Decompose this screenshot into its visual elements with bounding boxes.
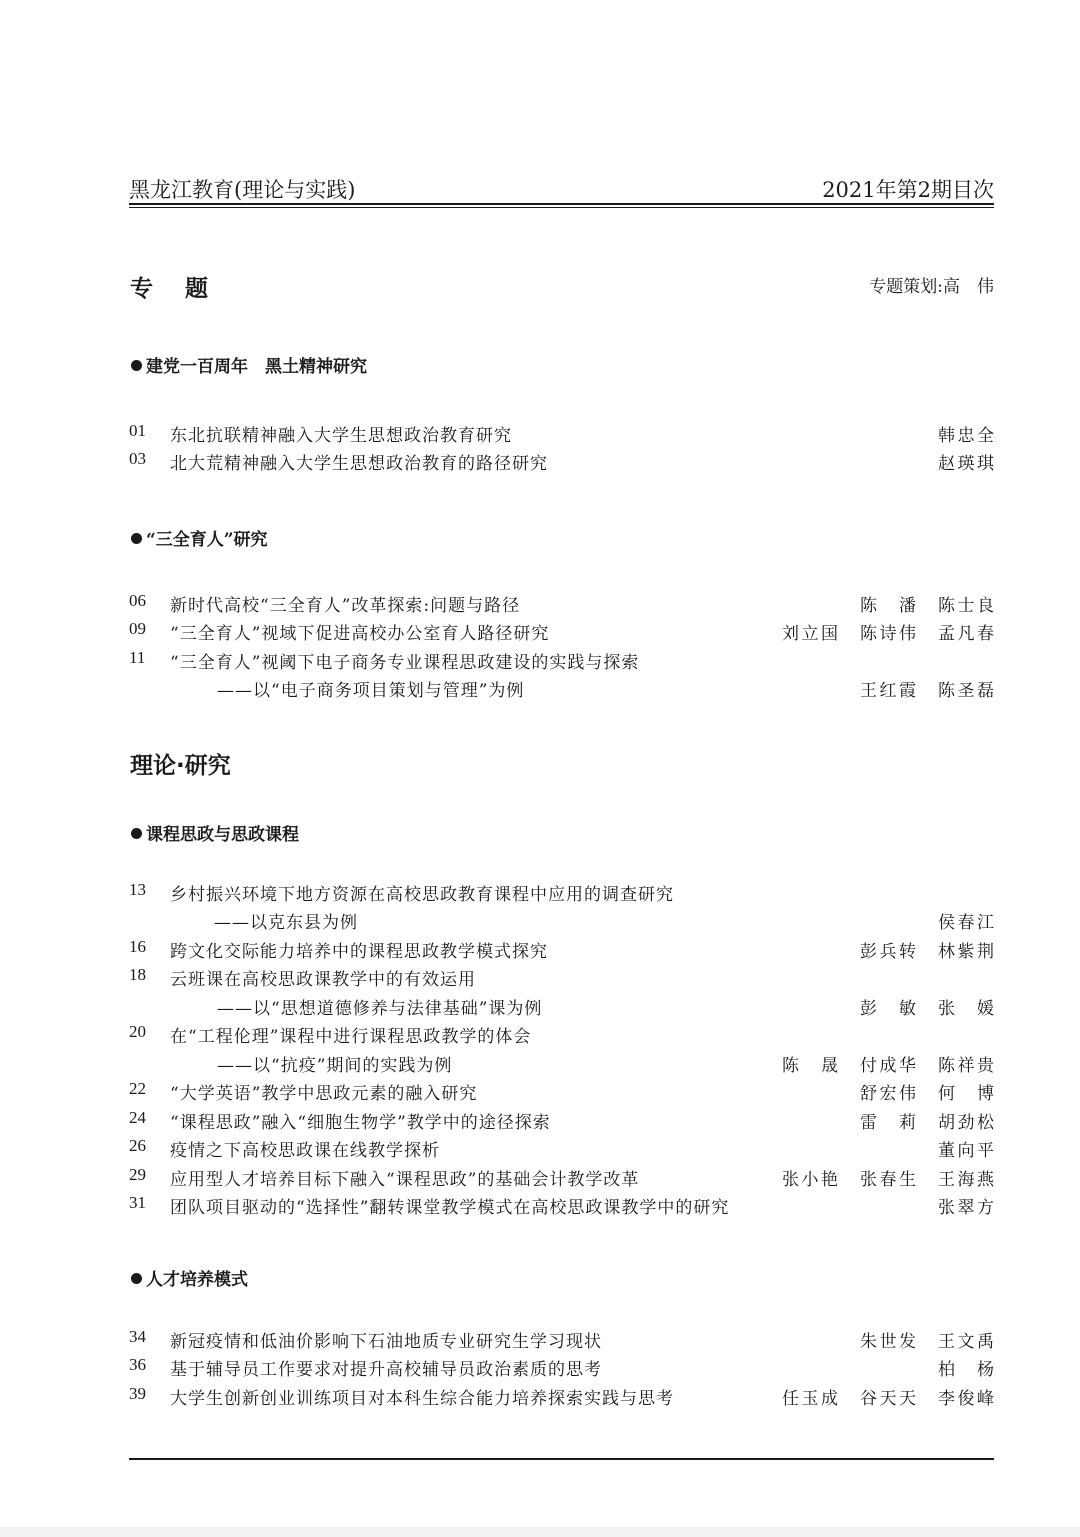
author: 侯春江	[938, 913, 994, 933]
article-title: 跨文化交际能力培养中的课程思政教学模式探究	[170, 942, 548, 962]
author-list	[838, 937, 994, 962]
author-list	[838, 1108, 994, 1133]
author: 赵瑛琪	[938, 454, 994, 474]
author: 何博	[938, 1084, 994, 1104]
toc-entry[interactable]	[129, 1136, 994, 1164]
author: 陈晟	[782, 1056, 838, 1076]
author-list	[838, 676, 994, 701]
toc-entry[interactable]	[129, 1079, 994, 1107]
header-rule	[129, 203, 994, 205]
section-editor: 专题策划:高 伟	[869, 277, 994, 297]
author-list	[916, 421, 994, 446]
article-title: 云班课在高校思政课教学中的有效运用	[170, 970, 476, 990]
subsection-heading	[131, 820, 299, 845]
author-list	[760, 1165, 994, 1190]
footer-rule	[129, 1458, 994, 1460]
toc-entry[interactable]	[129, 421, 994, 449]
journal-name: 黑龙江教育(理论与实践)	[129, 178, 356, 202]
article-title: “三全育人”视域下促进高校办公室育人路径研究	[170, 624, 550, 644]
toc-entry[interactable]	[129, 1108, 994, 1136]
article-title: “三全育人”视阈下电子商务专业课程思政建设的实践与探索	[170, 653, 640, 673]
page-number: 20	[129, 1022, 146, 1041]
author: 孟凡春	[938, 624, 994, 644]
toc-entry[interactable]	[129, 1165, 994, 1193]
page-number: 03	[129, 449, 146, 468]
toc-entry[interactable]	[129, 965, 994, 993]
bullet-icon	[131, 1273, 142, 1284]
toc-entry-subtitle	[129, 994, 994, 1022]
author: 刘立国	[782, 624, 838, 644]
section-title-theory: 理论·研究	[130, 753, 231, 779]
page-number: 06	[129, 591, 146, 610]
author-list	[838, 591, 994, 616]
subsection-label: 建党一百周年 黑土精神研究	[146, 357, 367, 377]
author: 陈士良	[938, 596, 994, 616]
toc-entry-subtitle	[129, 908, 994, 936]
toc-entry[interactable]	[129, 880, 994, 908]
author: 陈潘	[860, 596, 916, 616]
author-list	[916, 1136, 994, 1161]
article-title: 北大荒精神融入大学生思想政治教育的路径研究	[170, 454, 548, 474]
subsection-label: “三全育人”研究	[146, 530, 268, 550]
page-number: 29	[129, 1165, 146, 1184]
page-number: 09	[129, 619, 146, 638]
page-number: 22	[129, 1079, 146, 1098]
author: 张媛	[938, 999, 994, 1019]
author: 董向平	[938, 1141, 994, 1161]
toc-entry[interactable]	[129, 937, 994, 965]
author-list	[916, 908, 994, 933]
subsection-heading	[131, 352, 367, 377]
article-subtitle: ——以“抗疫”期间的实践为例	[217, 1056, 453, 1076]
subsection-heading	[131, 1265, 248, 1290]
subsection-heading	[131, 525, 268, 550]
bullet-icon	[131, 533, 142, 544]
article-title: 疫情之下高校思政课在线教学探析	[170, 1141, 440, 1161]
page-number: 24	[129, 1108, 146, 1127]
article-title: 新时代高校“三全育人”改革探索:问题与路径	[170, 596, 521, 616]
subsection-label: 人才培养模式	[146, 1270, 248, 1290]
author: 任玉成	[782, 1389, 838, 1409]
article-title: 基于辅导员工作要求对提升高校辅导员政治素质的思考	[170, 1360, 602, 1380]
page-number: 01	[129, 421, 146, 440]
author: 柏杨	[938, 1360, 994, 1380]
toc-entry[interactable]	[129, 648, 994, 676]
page-number: 34	[129, 1327, 146, 1346]
author-list	[916, 1193, 994, 1218]
toc-entry[interactable]	[129, 619, 994, 647]
author: 王红霞	[860, 681, 916, 701]
author: 林紫荆	[938, 942, 994, 962]
article-title: 团队项目驱动的“选择性”翻转课堂教学模式在高校思政课教学中的研究	[170, 1198, 730, 1218]
article-subtitle: ——以克东县为例	[214, 913, 358, 933]
page-number: 18	[129, 965, 146, 984]
article-title: 新冠疫情和低油价影响下石油地质专业研究生学习现状	[170, 1332, 602, 1352]
page-edge	[0, 1527, 1080, 1537]
author-list	[760, 619, 994, 644]
article-title: “大学英语”教学中思政元素的融入研究	[170, 1084, 478, 1104]
page-number: 39	[129, 1384, 146, 1403]
author: 付成华	[860, 1056, 916, 1076]
toc-entry[interactable]	[129, 449, 994, 477]
toc-entry[interactable]	[129, 591, 994, 619]
toc-entry[interactable]	[129, 1355, 994, 1383]
page-number: 11	[129, 648, 146, 667]
header-rule-thin	[129, 207, 994, 208]
author-list	[760, 1384, 994, 1409]
author: 陈圣磊	[938, 681, 994, 701]
author-list	[760, 1051, 994, 1076]
page-number: 31	[129, 1193, 146, 1212]
article-title: “课程思政”融入“细胞生物学”教学中的途径探索	[170, 1113, 551, 1133]
author: 王文禹	[938, 1332, 994, 1352]
page-header	[129, 168, 994, 208]
author: 彭兵转	[860, 942, 916, 962]
toc-entry[interactable]	[129, 1384, 994, 1412]
author-list	[838, 1079, 994, 1104]
subsection-label: 课程思政与思政课程	[146, 825, 299, 845]
bullet-icon	[131, 360, 142, 371]
article-title: 乡村振兴环境下地方资源在高校思政教育课程中应用的调查研究	[170, 885, 674, 905]
author: 王海燕	[938, 1170, 994, 1190]
toc-entry-subtitle	[129, 1051, 994, 1079]
page-number: 26	[129, 1136, 146, 1155]
page-number: 16	[129, 937, 146, 956]
article-title: 东北抗联精神融入大学生思想政治教育研究	[170, 426, 512, 446]
author: 彭敏	[860, 999, 916, 1019]
section-title-special: 专题	[130, 276, 240, 302]
page-number: 36	[129, 1355, 146, 1374]
author: 胡劲松	[938, 1113, 994, 1133]
author-list	[916, 449, 994, 474]
toc-entry[interactable]	[129, 1022, 994, 1050]
author-list	[838, 994, 994, 1019]
author-list	[916, 1355, 994, 1380]
author: 舒宏伟	[860, 1084, 916, 1104]
author: 张春生	[860, 1170, 916, 1190]
author: 韩忠全	[938, 426, 994, 446]
author: 李俊峰	[938, 1389, 994, 1409]
article-title: 在“工程伦理”课程中进行课程思政教学的体会	[170, 1027, 532, 1047]
article-title: 大学生创新创业训练项目对本科生综合能力培养探索实践与思考	[170, 1389, 674, 1409]
toc-entry[interactable]	[129, 1327, 994, 1355]
author-list	[838, 1327, 994, 1352]
author: 陈诗伟	[860, 624, 916, 644]
author: 张翠方	[938, 1198, 994, 1218]
bullet-icon	[131, 828, 142, 839]
article-subtitle: ——以“思想道德修养与法律基础”课为例	[217, 999, 543, 1019]
author: 朱世发	[860, 1332, 916, 1352]
page-number: 13	[129, 880, 146, 899]
author: 雷莉	[860, 1113, 916, 1133]
author: 陈祥贵	[938, 1056, 994, 1076]
toc-entry[interactable]	[129, 1193, 994, 1221]
article-subtitle: ——以“电子商务项目策划与管理”为例	[217, 681, 525, 701]
author: 谷天天	[860, 1389, 916, 1409]
article-title: 应用型人才培养目标下融入“课程思政”的基础会计教学改革	[170, 1170, 640, 1190]
toc-entry-subtitle	[129, 676, 994, 704]
author: 张小艳	[782, 1170, 838, 1190]
issue-info: 2021年第2期目次	[822, 178, 994, 202]
